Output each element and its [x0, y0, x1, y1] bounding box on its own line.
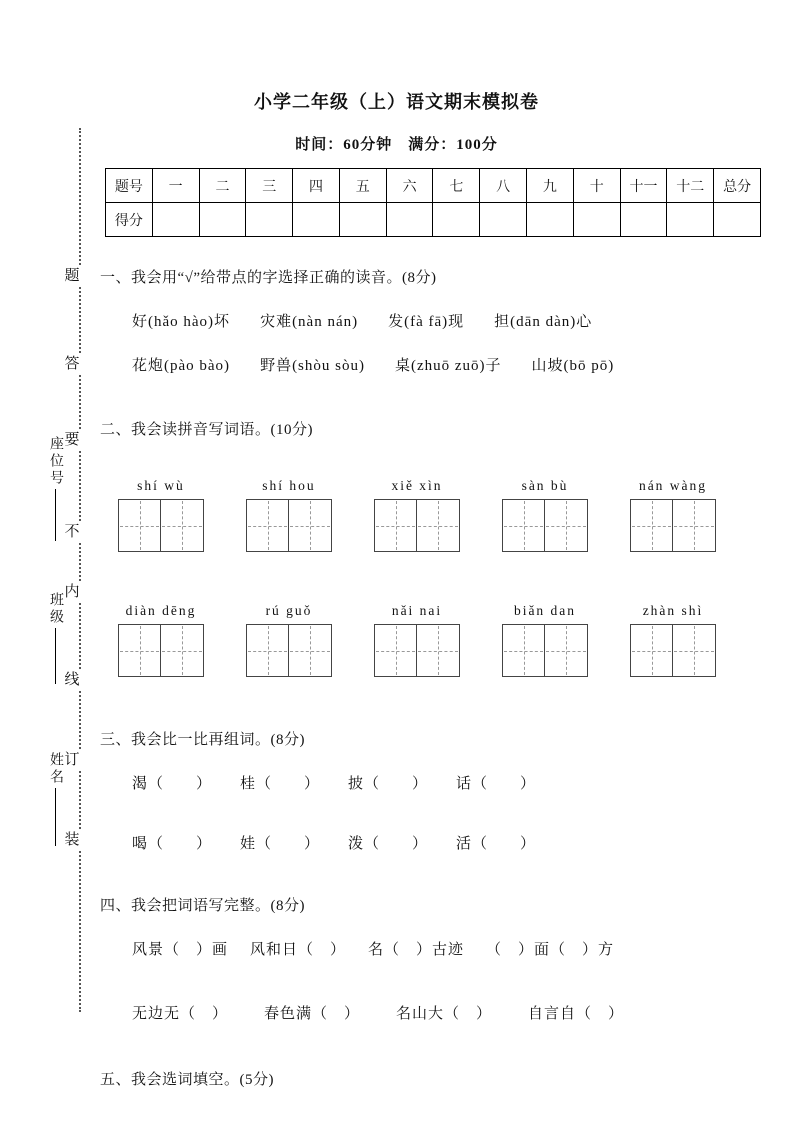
idiom-blank-item: 无边无（ ） [132, 1006, 229, 1022]
score-cell-empty [293, 203, 340, 237]
writing-grid [630, 624, 716, 677]
pronunciation-item: 桌(zhuō zuō)子 [394, 358, 502, 374]
word-blank-item: 娃（ ） [240, 836, 321, 852]
writing-grid [246, 624, 332, 677]
score-cell-empty [152, 203, 199, 237]
writing-grid [118, 499, 204, 552]
score-header-cell: 五 [339, 169, 386, 203]
writing-cell [502, 624, 545, 677]
class-label: 班级 [48, 592, 63, 626]
score-header-cell: 九 [527, 169, 574, 203]
section1-row2 [132, 354, 614, 375]
pronunciation-item: 山坡(bō pō) [531, 358, 615, 374]
binding-char: 内 [62, 582, 82, 603]
writing-grid [374, 624, 460, 677]
pinyin-word-group [374, 603, 460, 677]
writing-cell [374, 499, 417, 552]
writing-cell [118, 624, 161, 677]
pinyin-label: shí wù [137, 478, 185, 493]
section4-row1 [132, 938, 614, 959]
binding-char: 订 [62, 750, 82, 771]
score-cell-empty [246, 203, 293, 237]
score-header-cell: 十二 [667, 169, 714, 203]
score-cell-empty [667, 203, 714, 237]
section3-heading: 三、我会比一比再组词。(8分) [100, 732, 305, 748]
word-blank-item: 披（ ） [348, 776, 429, 792]
score-cell-empty [480, 203, 527, 237]
pinyin-label: nǎi nai [391, 603, 443, 618]
binding-char: 线 [62, 670, 82, 691]
writing-cell [673, 624, 716, 677]
pronunciation-item: 担(dān dàn)心 [494, 314, 593, 330]
score-header-cell: 八 [480, 169, 527, 203]
pinyin-label: shí hou [262, 478, 316, 493]
score-header-cell: 一 [152, 169, 199, 203]
score-cell-empty [573, 203, 620, 237]
pinyin-label: zhàn shì [642, 603, 704, 618]
binding-char: 题 [62, 266, 82, 287]
score-header-cell: 三 [246, 169, 293, 203]
pronunciation-item: 灾难(nàn nán) [260, 314, 359, 330]
pinyin-word-group [374, 478, 460, 552]
writing-grid [630, 499, 716, 552]
score-header-cell: 总分 [714, 169, 761, 203]
idiom-blank-item: 风景（ ）画 [132, 942, 229, 958]
score-table-score-row [106, 203, 761, 237]
score-header-cell: 十 [573, 169, 620, 203]
score-cell-empty [714, 203, 761, 237]
writing-cell [246, 499, 289, 552]
score-cell-empty [527, 203, 574, 237]
writing-cell [118, 499, 161, 552]
seat-number-field [44, 436, 66, 541]
section5-heading: 五、我会选词填空。(5分) [100, 1072, 274, 1088]
score-table [105, 168, 761, 237]
score-cell-empty [339, 203, 386, 237]
word-blank-item: 话（ ） [456, 776, 537, 792]
pronunciation-item: 花炮(pào bào) [132, 358, 231, 374]
idiom-blank-item: 自言自（ ） [528, 1006, 625, 1022]
writing-cell [545, 499, 588, 552]
score-cell-empty [433, 203, 480, 237]
writing-cell [502, 499, 545, 552]
word-blank-item: 泼（ ） [348, 836, 429, 852]
word-blank-item: 活（ ） [456, 836, 537, 852]
name-field [44, 752, 66, 846]
section3-row2 [132, 832, 536, 853]
pinyin-word-group [118, 478, 204, 552]
pinyin-word-group [502, 478, 588, 552]
class-field [44, 592, 66, 684]
class-blank-line [55, 628, 56, 684]
pinyin-label: nán wàng [638, 478, 708, 493]
section1-row1 [132, 310, 592, 331]
score-cell-empty [199, 203, 246, 237]
idiom-blank-item: 名（ ）古迹 [368, 942, 465, 958]
score-header-cell: 二 [199, 169, 246, 203]
writing-cell [673, 499, 716, 552]
writing-grid [502, 499, 588, 552]
score-label-cell: 得分 [106, 203, 153, 237]
pinyin-label: biǎn dan [513, 603, 577, 618]
binding-char: 答 [62, 354, 82, 375]
pinyin-label: xiě xìn [391, 478, 443, 493]
word-blank-item: 渴（ ） [132, 776, 213, 792]
pinyin-label: rú guǒ [265, 603, 313, 618]
binding-char: 不 [62, 522, 82, 543]
page-title: 小学二年级（上）语文期末模拟卷 [254, 92, 539, 112]
score-header-cell: 十一 [620, 169, 667, 203]
writing-grid [502, 624, 588, 677]
pinyin-word-group [502, 603, 588, 677]
score-header-cell: 六 [386, 169, 433, 203]
pinyin-word-group [630, 478, 716, 552]
score-cell-empty [620, 203, 667, 237]
name-label: 姓名 [48, 752, 63, 786]
writing-cell [246, 624, 289, 677]
score-cell-empty [386, 203, 433, 237]
pinyin-word-group [246, 603, 332, 677]
section1-heading: 一、我会用“√”给带点的字选择正确的读音。(8分) [100, 270, 437, 286]
writing-cell [417, 624, 460, 677]
word-blank-item: 桂（ ） [240, 776, 321, 792]
writing-grid [246, 499, 332, 552]
writing-grid [118, 624, 204, 677]
score-header-cell: 七 [433, 169, 480, 203]
writing-cell [374, 624, 417, 677]
section4-row2 [132, 1002, 624, 1023]
seat-number-blank-line [55, 489, 56, 541]
pinyin-word-group [246, 478, 332, 552]
writing-cell [161, 499, 204, 552]
idiom-blank-item: （ ）面（ ）方 [486, 942, 615, 958]
writing-cell [289, 499, 332, 552]
pinyin-label: sàn bù [521, 478, 569, 493]
writing-cell [417, 499, 460, 552]
pinyin-word-group [630, 603, 716, 677]
section3-row1 [132, 772, 536, 793]
section2-grid-row2 [118, 603, 716, 677]
section2-grid-row1 [118, 478, 716, 552]
writing-cell [630, 499, 673, 552]
idiom-blank-item: 春色满（ ） [264, 1006, 361, 1022]
name-blank-line [55, 788, 56, 846]
section2-heading: 二、我会读拼音写词语。(10分) [100, 422, 313, 438]
writing-cell [545, 624, 588, 677]
seat-number-label: 座位号 [48, 436, 63, 487]
score-table-header-row [106, 169, 761, 203]
binding-dotted-line [79, 128, 81, 1012]
word-blank-item: 喝（ ） [132, 836, 213, 852]
writing-cell [630, 624, 673, 677]
page-subtitle: 时间：60分钟 满分：100分 [295, 137, 498, 153]
pinyin-word-group [118, 603, 204, 677]
binding-char: 要 [62, 430, 82, 451]
section4-heading: 四、我会把词语写完整。(8分) [100, 898, 305, 914]
pronunciation-item: 好(hǎo hào)坏 [132, 314, 231, 330]
binding-char: 装 [62, 830, 82, 851]
pronunciation-item: 野兽(shòu sòu) [260, 358, 365, 374]
score-header-cell: 题号 [106, 169, 153, 203]
writing-cell [161, 624, 204, 677]
writing-grid [374, 499, 460, 552]
idiom-blank-item: 名山大（ ） [396, 1006, 493, 1022]
idiom-blank-item: 风和日（ ） [250, 942, 347, 958]
pronunciation-item: 发(fà fā)现 [388, 314, 465, 330]
writing-cell [289, 624, 332, 677]
pinyin-label: diàn dēng [125, 603, 197, 618]
score-header-cell: 四 [293, 169, 340, 203]
